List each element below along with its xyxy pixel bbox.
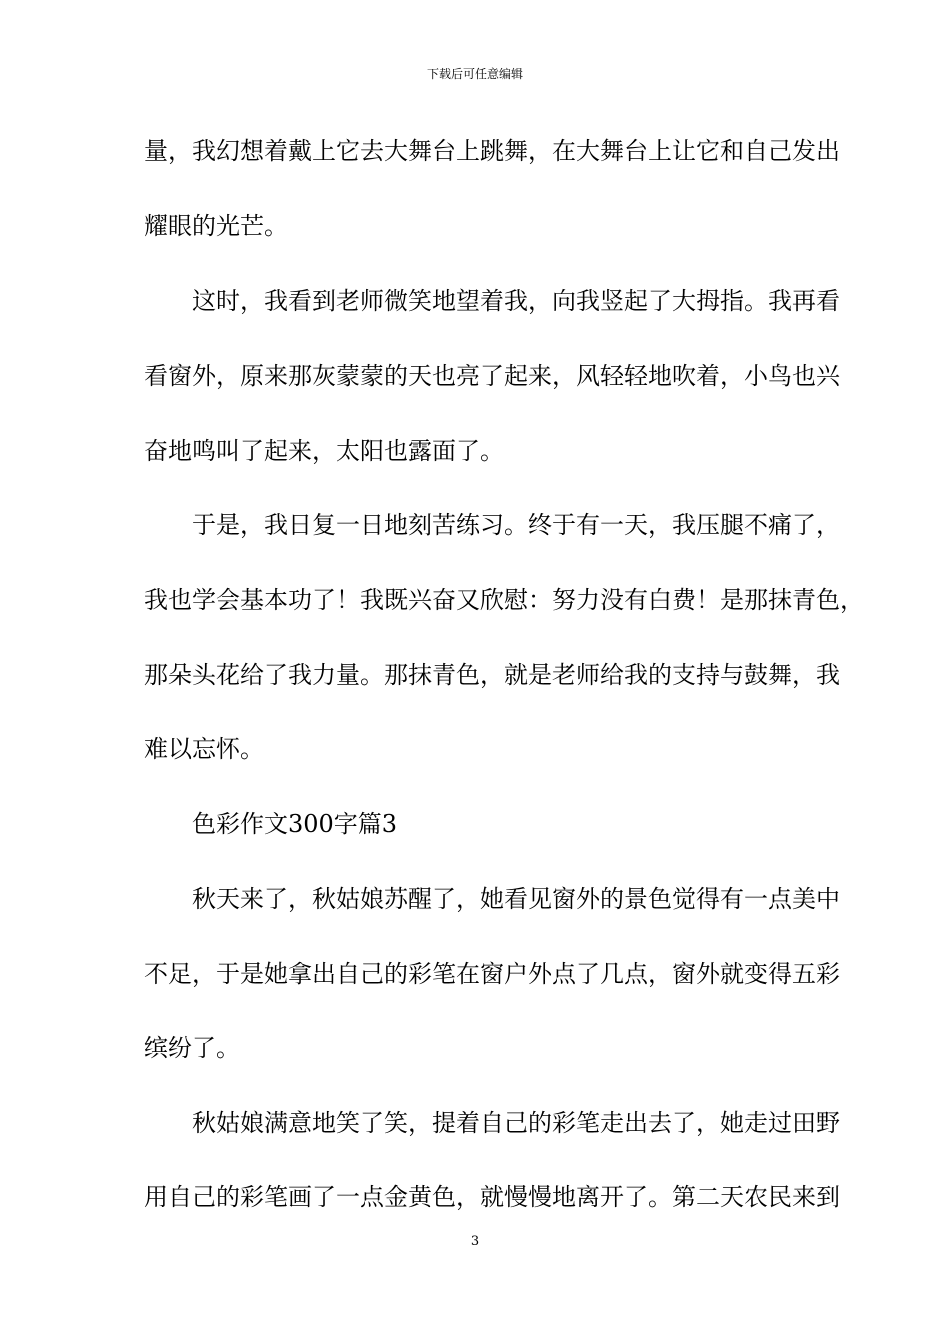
text-line: 缤纷了。 (144, 1034, 240, 1062)
text-line: 秋姑娘满意地笑了笑，提着自己的彩笔走出去了，她走过田野 (192, 1109, 840, 1137)
text-line: 难以忘怀。 (144, 735, 264, 763)
text-line: 于是，我日复一日地刻苦练习。终于有一天，我压腿不痛了， (192, 511, 840, 539)
page-header: 下载后可任意编辑 (426, 67, 523, 81)
text-line: 秋天来了，秋姑娘苏醒了，她看见窗外的景色觉得有一点美中 (192, 885, 840, 913)
text-line: 不足，于是她拿出自己的彩笔在窗户外点了几点，窗外就变得五彩 (144, 960, 840, 988)
text-line: 我也学会基本功了！我既兴奋又欣慰：努力没有白费！是那抹青色， (144, 586, 864, 614)
section-title: 色彩作文300字篇3 (192, 810, 398, 838)
text-line: 这时，我看到老师微笑地望着我，向我竖起了大拇指。我再看 (192, 287, 840, 315)
text-line: 用自己的彩笔画了一点金黄色，就慢慢地离开了。第二天农民来到 (144, 1183, 840, 1211)
text-line: 耀眼的光芒。 (144, 212, 288, 240)
text-line: 那朵头花给了我力量。那抹青色，就是老师给我的支持与鼓舞，我 (144, 661, 840, 689)
page-number: 3 (470, 1234, 480, 1249)
text-line: 看窗外，原来那灰蒙蒙的天也亮了起来，风轻轻地吹着，小鸟也兴 (144, 362, 840, 390)
text-line: 量，我幻想着戴上它去大舞台上跳舞，在大舞台上让它和自己发出 (144, 137, 840, 165)
text-line: 奋地鸣叫了起来，太阳也露面了。 (144, 437, 504, 465)
